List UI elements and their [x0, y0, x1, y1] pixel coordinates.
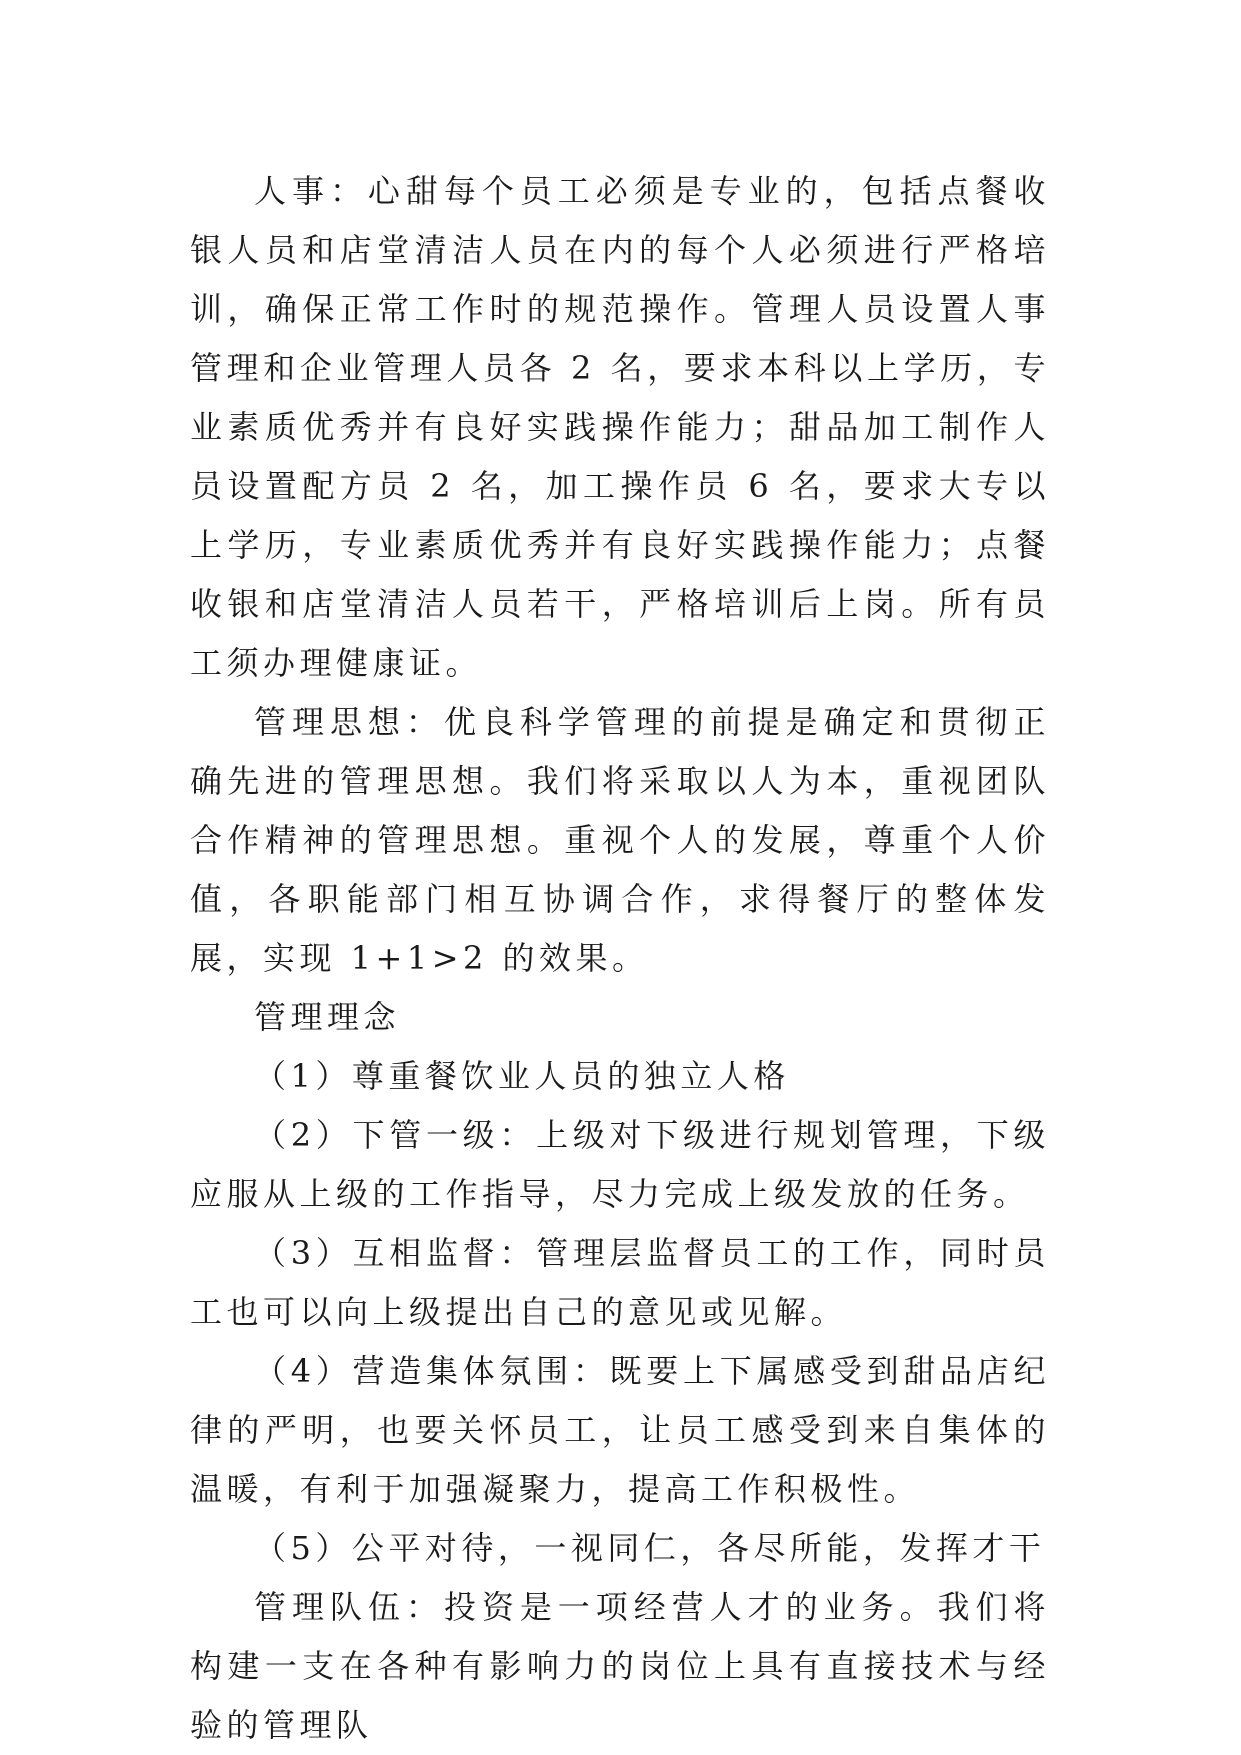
document-body — [190, 162, 1050, 1755]
list-item-4: （4）营造集体氛围：既要上下属感受到甜品店纪律的严明，也要关怀员工，让员工感受到来自集体的温暖，有利于加强凝聚力，提高工作积极性。 — [190, 1352, 1050, 1508]
paragraph-management-team: 管理队伍：投资是一项经营人才的业务。我们将构建一支在各种有影响力的岗位上具有直接技术与经验的管理队 — [190, 1588, 1050, 1744]
list-item-5: （5）公平对待，一视同仁，各尽所能，发挥才干 — [254, 1529, 1046, 1567]
paragraph-personnel: 人事：心甜每个员工必须是专业的，包括点餐收银人员和店堂清洁人员在内的每个人必须进行严格培训，确保正常工作时的规范操作。管理人员设置人事管理和企业管理人员各 2 名，要求本科以上学历，专业素质优秀并有良好实践操作能力；甜品加工制作人员设置配方员 2 名，加工操作员 6 名，要求大专以上学历，专业素质优秀并有良好实践操作能力；点餐收银和店堂清洁人员若干，严格培训后上岗。所有员工须办理健康证。 — [190, 172, 1050, 682]
paragraph-management-thought: 管理思想：优良科学管理的前提是确定和贯彻正确先进的管理思想。我们将采取以人为本，重视团队合作精神的管理思想。重视个人的发展，尊重个人价值，各职能部门相互协调合作，求得餐厅的整体发展，实现 1+1>2 的效果。 — [190, 703, 1050, 977]
list-item-2: （2）下管一级：上级对下级进行规划管理，下级应服从上级的工作指导，尽力完成上级发放的任务。 — [190, 1116, 1050, 1213]
heading-management-philosophy: 管理理念 — [254, 998, 401, 1036]
list-item-3: （3）互相监督：管理层监督员工的工作，同时员工也可以向上级提出自己的意见或见解。 — [190, 1234, 1050, 1331]
list-item-1: （1）尊重餐饮业人员的独立人格 — [254, 1057, 790, 1095]
